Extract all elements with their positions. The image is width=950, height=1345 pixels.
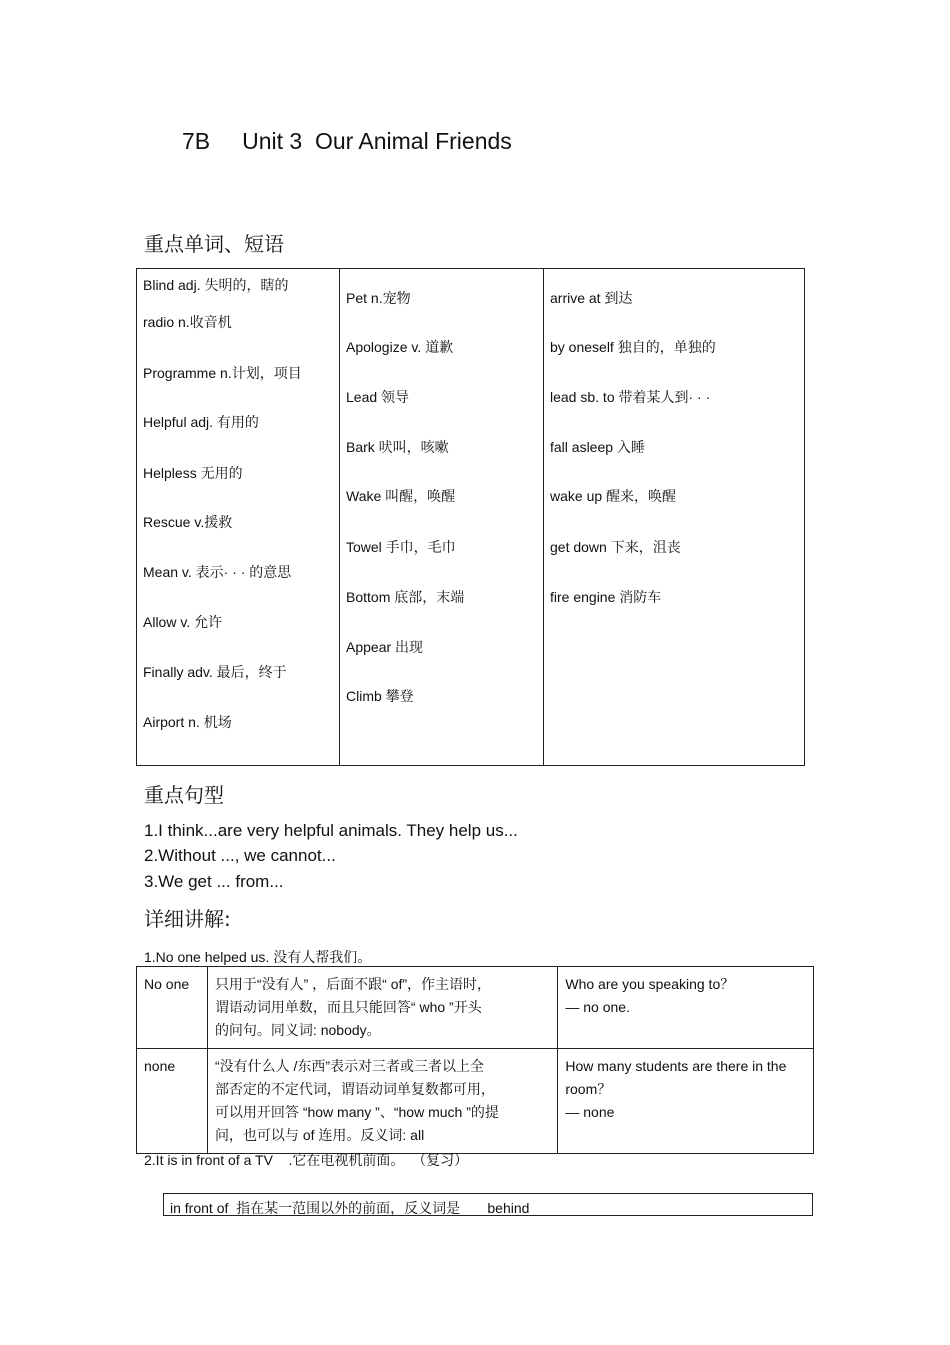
details-heading: 详细讲解: <box>144 907 231 931</box>
vocab-item: Bottom 底部，末端 <box>346 589 465 605</box>
vocab-item: fire engine 消防车 <box>550 589 662 605</box>
vocab-item: Appear 出现 <box>346 639 424 655</box>
vocab-table <box>136 268 805 766</box>
vocab-item: Blind adj. 失明的，瞎的 <box>143 277 289 293</box>
vocab-item: lead sb. to 带着某人到· · · <box>550 389 711 405</box>
word-cell: No one <box>137 967 208 1049</box>
vocab-item: Mean v. 表示· · · 的意思 <box>143 564 292 580</box>
note-text: in front of 指在某一范围以外的前面，反义词是 behind <box>170 1200 530 1216</box>
sentence-pattern: 3.We get ... from... <box>144 872 284 891</box>
vocab-item: by oneself 独自的，单独的 <box>550 339 716 355</box>
example-line: — none <box>565 1104 615 1120</box>
explanation-line: 部否定的不定代词，谓语动词单复数都可用， <box>214 1081 495 1097</box>
vocab-item: Climb 攀登 <box>346 688 414 704</box>
vocab-item: Airport n. 机场 <box>143 714 232 730</box>
vocab-item: Towel 手巾，毛巾 <box>346 539 456 555</box>
vocab-column-words-2 <box>340 269 544 765</box>
vocab-item: Programme n.计划，项目 <box>143 365 302 381</box>
note-box <box>163 1193 813 1216</box>
vocab-item: Pet n.宠物 <box>346 290 411 306</box>
detail-1-label: 1.No one helped us. 没有人帮我们。 <box>144 949 372 965</box>
explanation-line: “没有什么人 /东西”表示对三者或三者以上全 <box>214 1058 485 1074</box>
example-cell <box>558 1049 814 1154</box>
detail-2-label: 2.It is in front of a TV .它在电视机前面。 （复习） <box>144 1152 469 1168</box>
sentence-pattern: 1.I think...are very helpful animals. They help us... <box>144 821 518 840</box>
vocab-item: fall asleep 入睡 <box>550 439 645 455</box>
example-line: How many students are there in the <box>565 1058 787 1074</box>
example-line: Who are you speaking to？ <box>565 976 735 992</box>
vocab-item: arrive at 到达 <box>550 290 633 306</box>
sentence-pattern: 2.Without ..., we cannot... <box>144 846 336 865</box>
vocab-item: Finally adv. 最后，终于 <box>143 664 287 680</box>
vocab-item: get down 下来，沮丧 <box>550 539 681 555</box>
vocab-item: Bark 吠叫，咳嗽 <box>346 439 449 455</box>
explanation-line: 可以用开回答 “how many ”、“how much ”的提 <box>214 1104 499 1120</box>
vocab-column-phrases <box>544 269 804 765</box>
example-line: — no one. <box>565 999 630 1015</box>
vocab-item: wake up 醒来，唤醒 <box>550 488 677 504</box>
vocab-item: Helpless 无用的 <box>143 465 243 481</box>
explanation-cell <box>207 967 557 1049</box>
explanation-line: 问，也可以与 of 连用。反义词: all <box>214 1127 425 1143</box>
vocab-item: Helpful adj. 有用的 <box>143 414 259 430</box>
explanation-line: 的问句。同义词: nobody。 <box>214 1022 381 1038</box>
example-line: room？ <box>565 1081 612 1097</box>
vocab-item: Allow v. 允许 <box>143 614 223 630</box>
vocab-item: Apologize v. 道歉 <box>346 339 454 355</box>
explanation-cell <box>207 1049 557 1154</box>
page-title: 7B Unit 3 Our Animal Friends <box>182 128 512 154</box>
explanation-line: 只用于“没有人” ，后面不跟“ of”，作主语时， <box>214 976 492 992</box>
word-cell: none <box>137 1049 208 1154</box>
vocab-item: Wake 叫醒，唤醒 <box>346 488 456 504</box>
table-row <box>137 967 814 1049</box>
vocab-item: Rescue v.援救 <box>143 514 233 530</box>
vocab-column-words <box>137 269 340 765</box>
vocab-item: radio n.收音机 <box>143 314 232 330</box>
table-row <box>137 1049 814 1154</box>
vocab-item: Lead 领导 <box>346 389 410 405</box>
sentences-heading: 重点句型 <box>144 783 224 807</box>
example-cell <box>558 967 814 1049</box>
explanation-line: 谓语动词用单数，而且只能回答“ who ”开头 <box>214 999 482 1015</box>
explanation-table <box>136 966 814 1154</box>
vocab-heading: 重点单词、短语 <box>144 232 284 256</box>
